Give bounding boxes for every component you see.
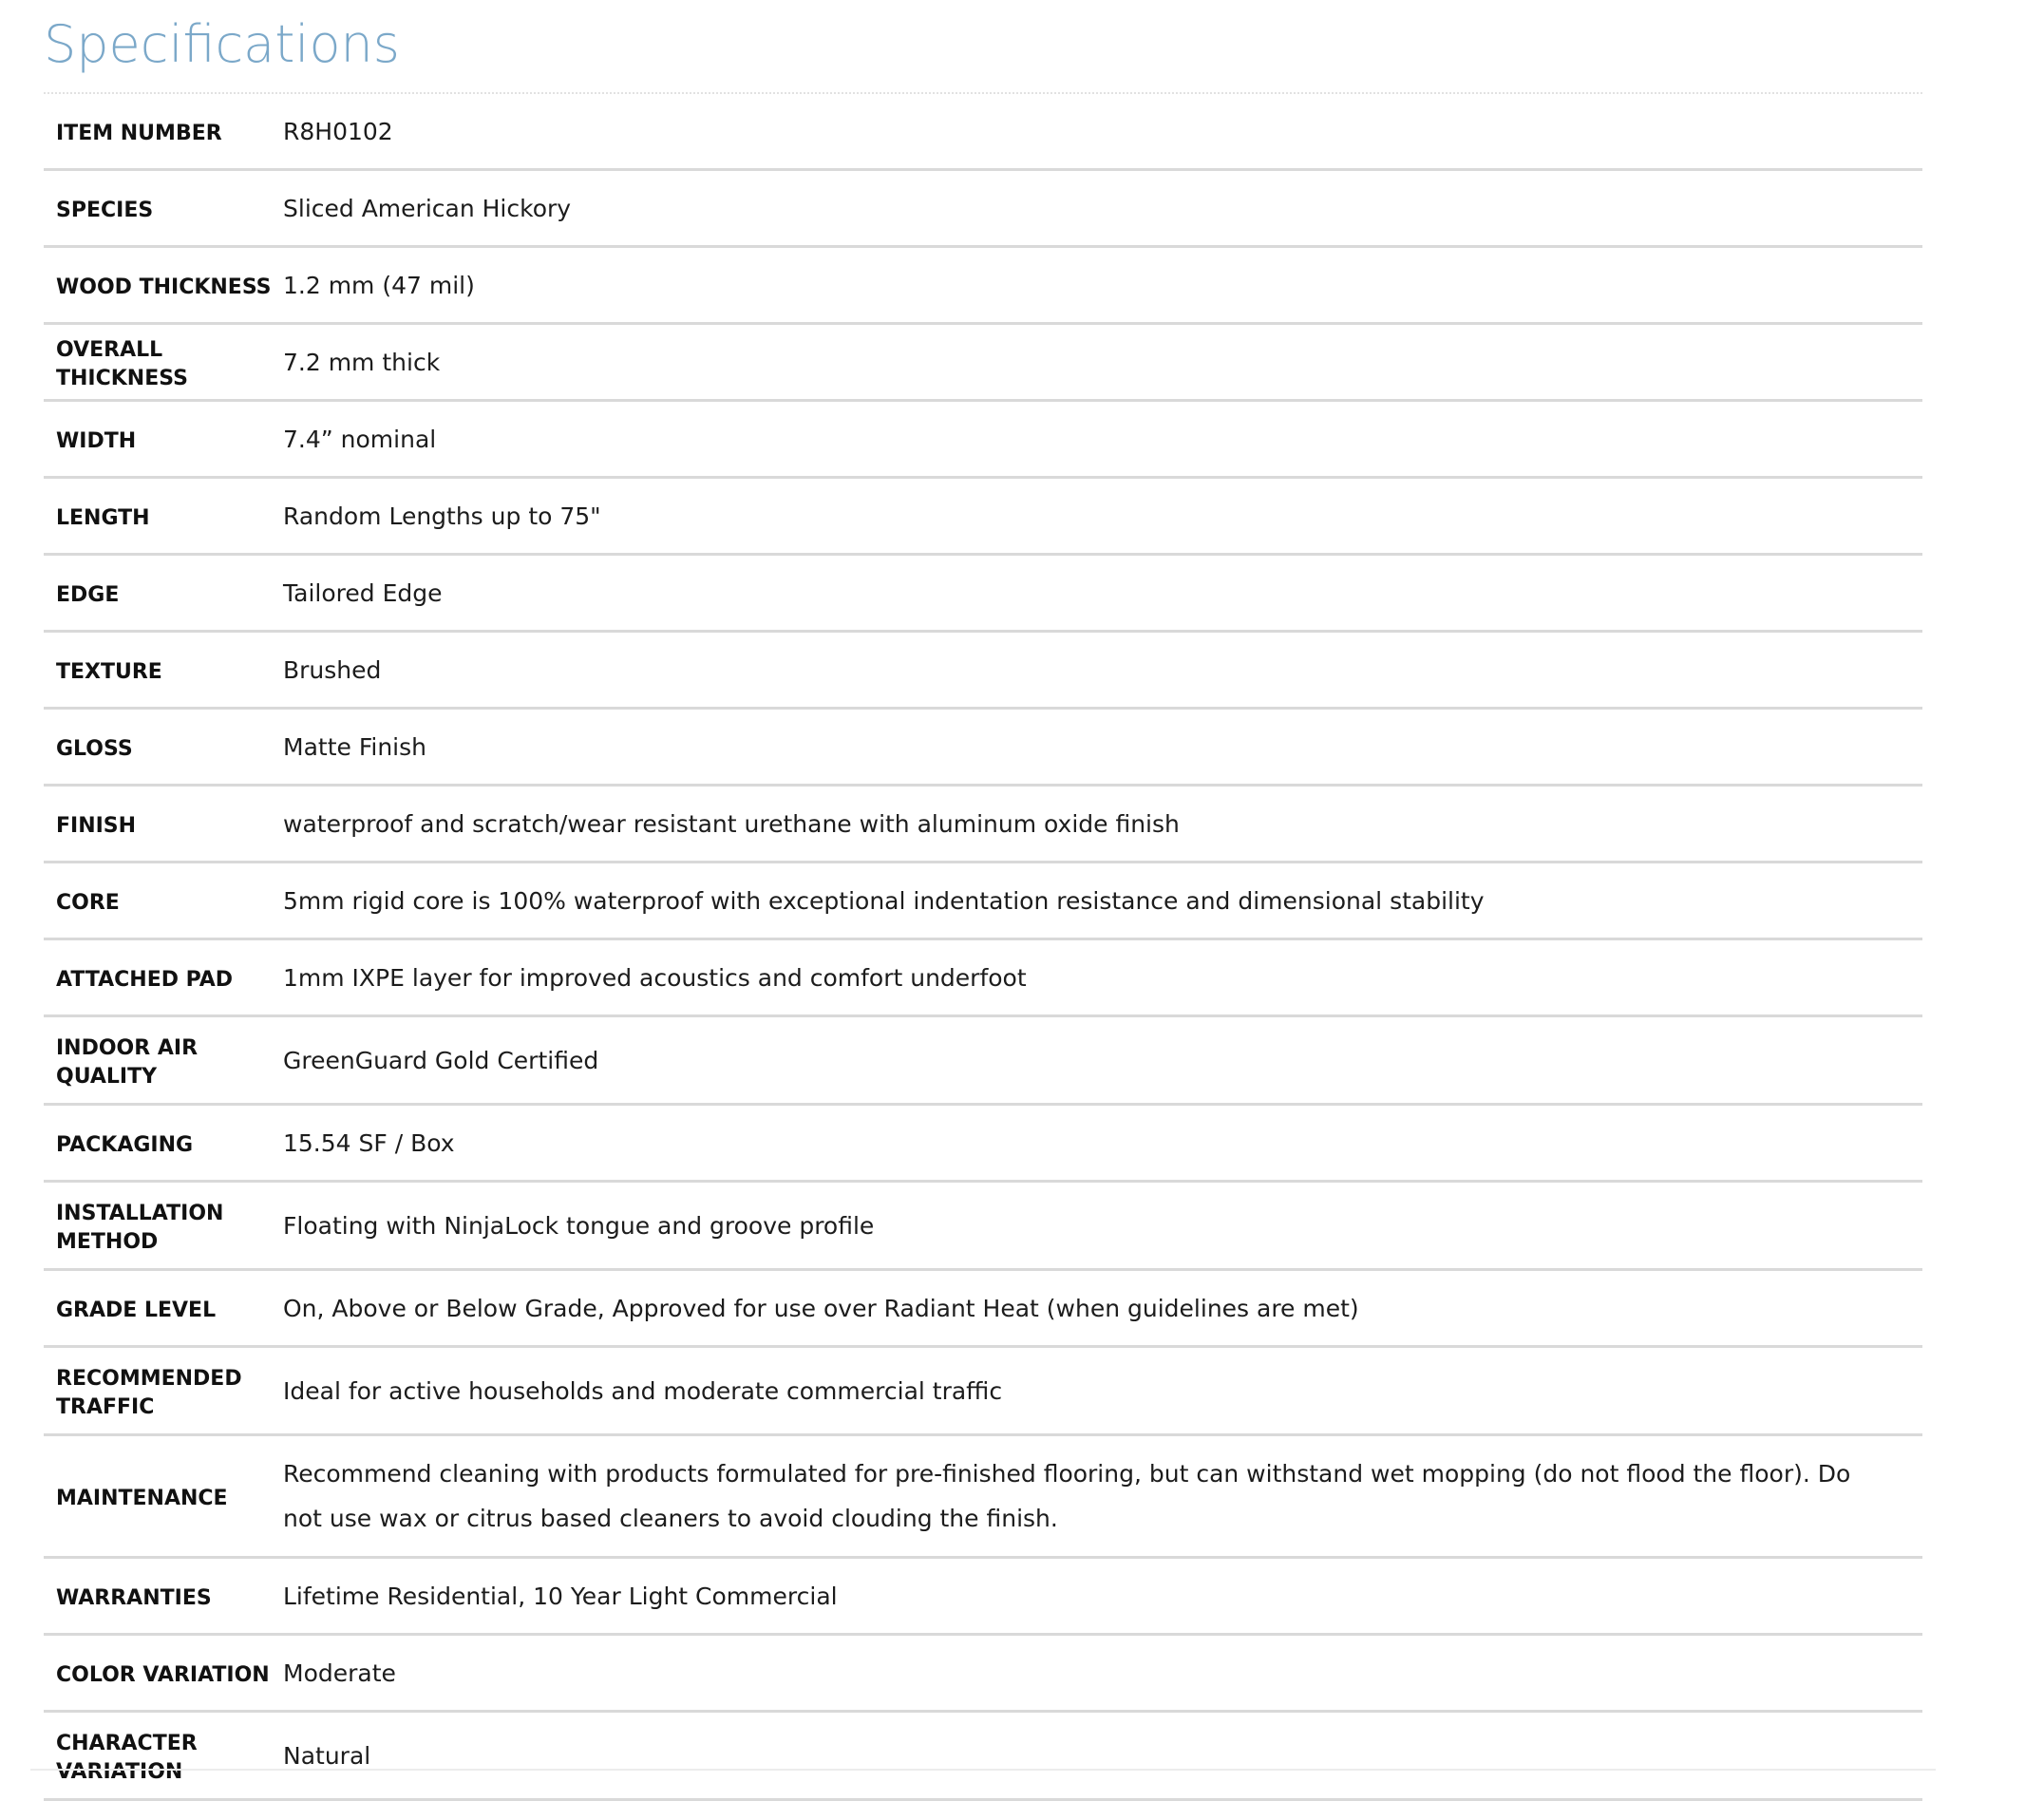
spec-label: CHARACTER VARIATION [44,1712,283,1800]
spec-value: GreenGuard Gold Certified [283,1016,1922,1105]
spec-label: LENGTH [44,478,283,555]
spec-row-overall-thickness [44,324,1922,401]
spec-value: 7.4” nominal [283,401,1922,478]
spec-value: R8H0102 [283,94,1922,170]
spec-label: WOOD THICKNESS [44,247,283,324]
spec-row-attached-pad [44,939,1922,1016]
spec-value: Recommend cleaning with products formulated for pre-finished flooring, but can withstand wet mopping (do not flood the floor). Do not use wax or citrus based cleaners to avoid clouding the finish. [283,1435,1922,1558]
spec-row-color-variation [44,1635,1922,1712]
spec-row-indoor-air-quality [44,1016,1922,1105]
spec-row-warranties [44,1558,1922,1635]
footer-divider [30,1769,1936,1771]
page-title: Specifications [44,14,400,74]
spec-value: 1mm IXPE layer for improved acoustics and comfort underfoot [283,939,1922,1016]
spec-label: RECOMMENDED TRAFFIC [44,1347,283,1435]
spec-label: TEXTURE [44,632,283,709]
spec-value: Tailored Edge [283,555,1922,632]
spec-value: Brushed [283,632,1922,709]
spec-label: ITEM NUMBER [44,94,283,170]
spec-label: SPECIES [44,170,283,247]
spec-label: GRADE LEVEL [44,1270,283,1347]
spec-row-wood-thickness [44,247,1922,324]
spec-row-recommended-traffic [44,1347,1922,1435]
spec-row-item-number [44,94,1922,170]
spec-label: CORE [44,863,283,939]
spec-value: Matte Finish [283,709,1922,786]
spec-value: Floating with NinjaLock tongue and groove profile [283,1182,1922,1270]
spec-label: COLOR VARIATION [44,1635,283,1712]
spec-value: waterproof and scratch/wear resistant urethane with aluminum oxide finish [283,786,1922,863]
spec-label: WIDTH [44,401,283,478]
spec-value: Ideal for active households and moderate commercial traffic [283,1347,1922,1435]
spec-row-finish [44,786,1922,863]
spec-label: ATTACHED PAD [44,939,283,1016]
spec-value: Random Lengths up to 75" [283,478,1922,555]
spec-row-character-variation [44,1712,1922,1800]
spec-value: 1.2 mm (47 mil) [283,247,1922,324]
spec-label: WARRANTIES [44,1558,283,1635]
spec-row-gloss [44,709,1922,786]
spec-row-texture [44,632,1922,709]
spec-label: INDOOR AIR QUALITY [44,1016,283,1105]
spec-label: FINISH [44,786,283,863]
spec-label: EDGE [44,555,283,632]
spec-row-species [44,170,1922,247]
spec-label: MAINTENANCE [44,1435,283,1558]
spec-row-width [44,401,1922,478]
spec-row-core [44,863,1922,939]
spec-row-maintenance [44,1435,1922,1558]
spec-value: On, Above or Below Grade, Approved for use over Radiant Heat (when guidelines are met) [283,1270,1922,1347]
spec-value: Sliced American Hickory [283,170,1922,247]
spec-label: GLOSS [44,709,283,786]
spec-row-installation-method [44,1182,1922,1270]
spec-value: 5mm rigid core is 100% waterproof with exceptional indentation resistance and dimensional stability [283,863,1922,939]
spec-value: Moderate [283,1635,1922,1712]
spec-value: 15.54 SF / Box [283,1105,1922,1182]
spec-row-packaging [44,1105,1922,1182]
spec-label: INSTALLATION METHOD [44,1182,283,1270]
spec-row-length [44,478,1922,555]
spec-row-grade-level [44,1270,1922,1347]
spec-value: Lifetime Residential, 10 Year Light Commercial [283,1558,1922,1635]
spec-value: 7.2 mm thick [283,324,1922,401]
spec-label: PACKAGING [44,1105,283,1182]
spec-table [44,94,1922,1801]
spec-row-edge [44,555,1922,632]
spec-value: Natural [283,1712,1922,1800]
spec-label: OVERALL THICKNESS [44,324,283,401]
